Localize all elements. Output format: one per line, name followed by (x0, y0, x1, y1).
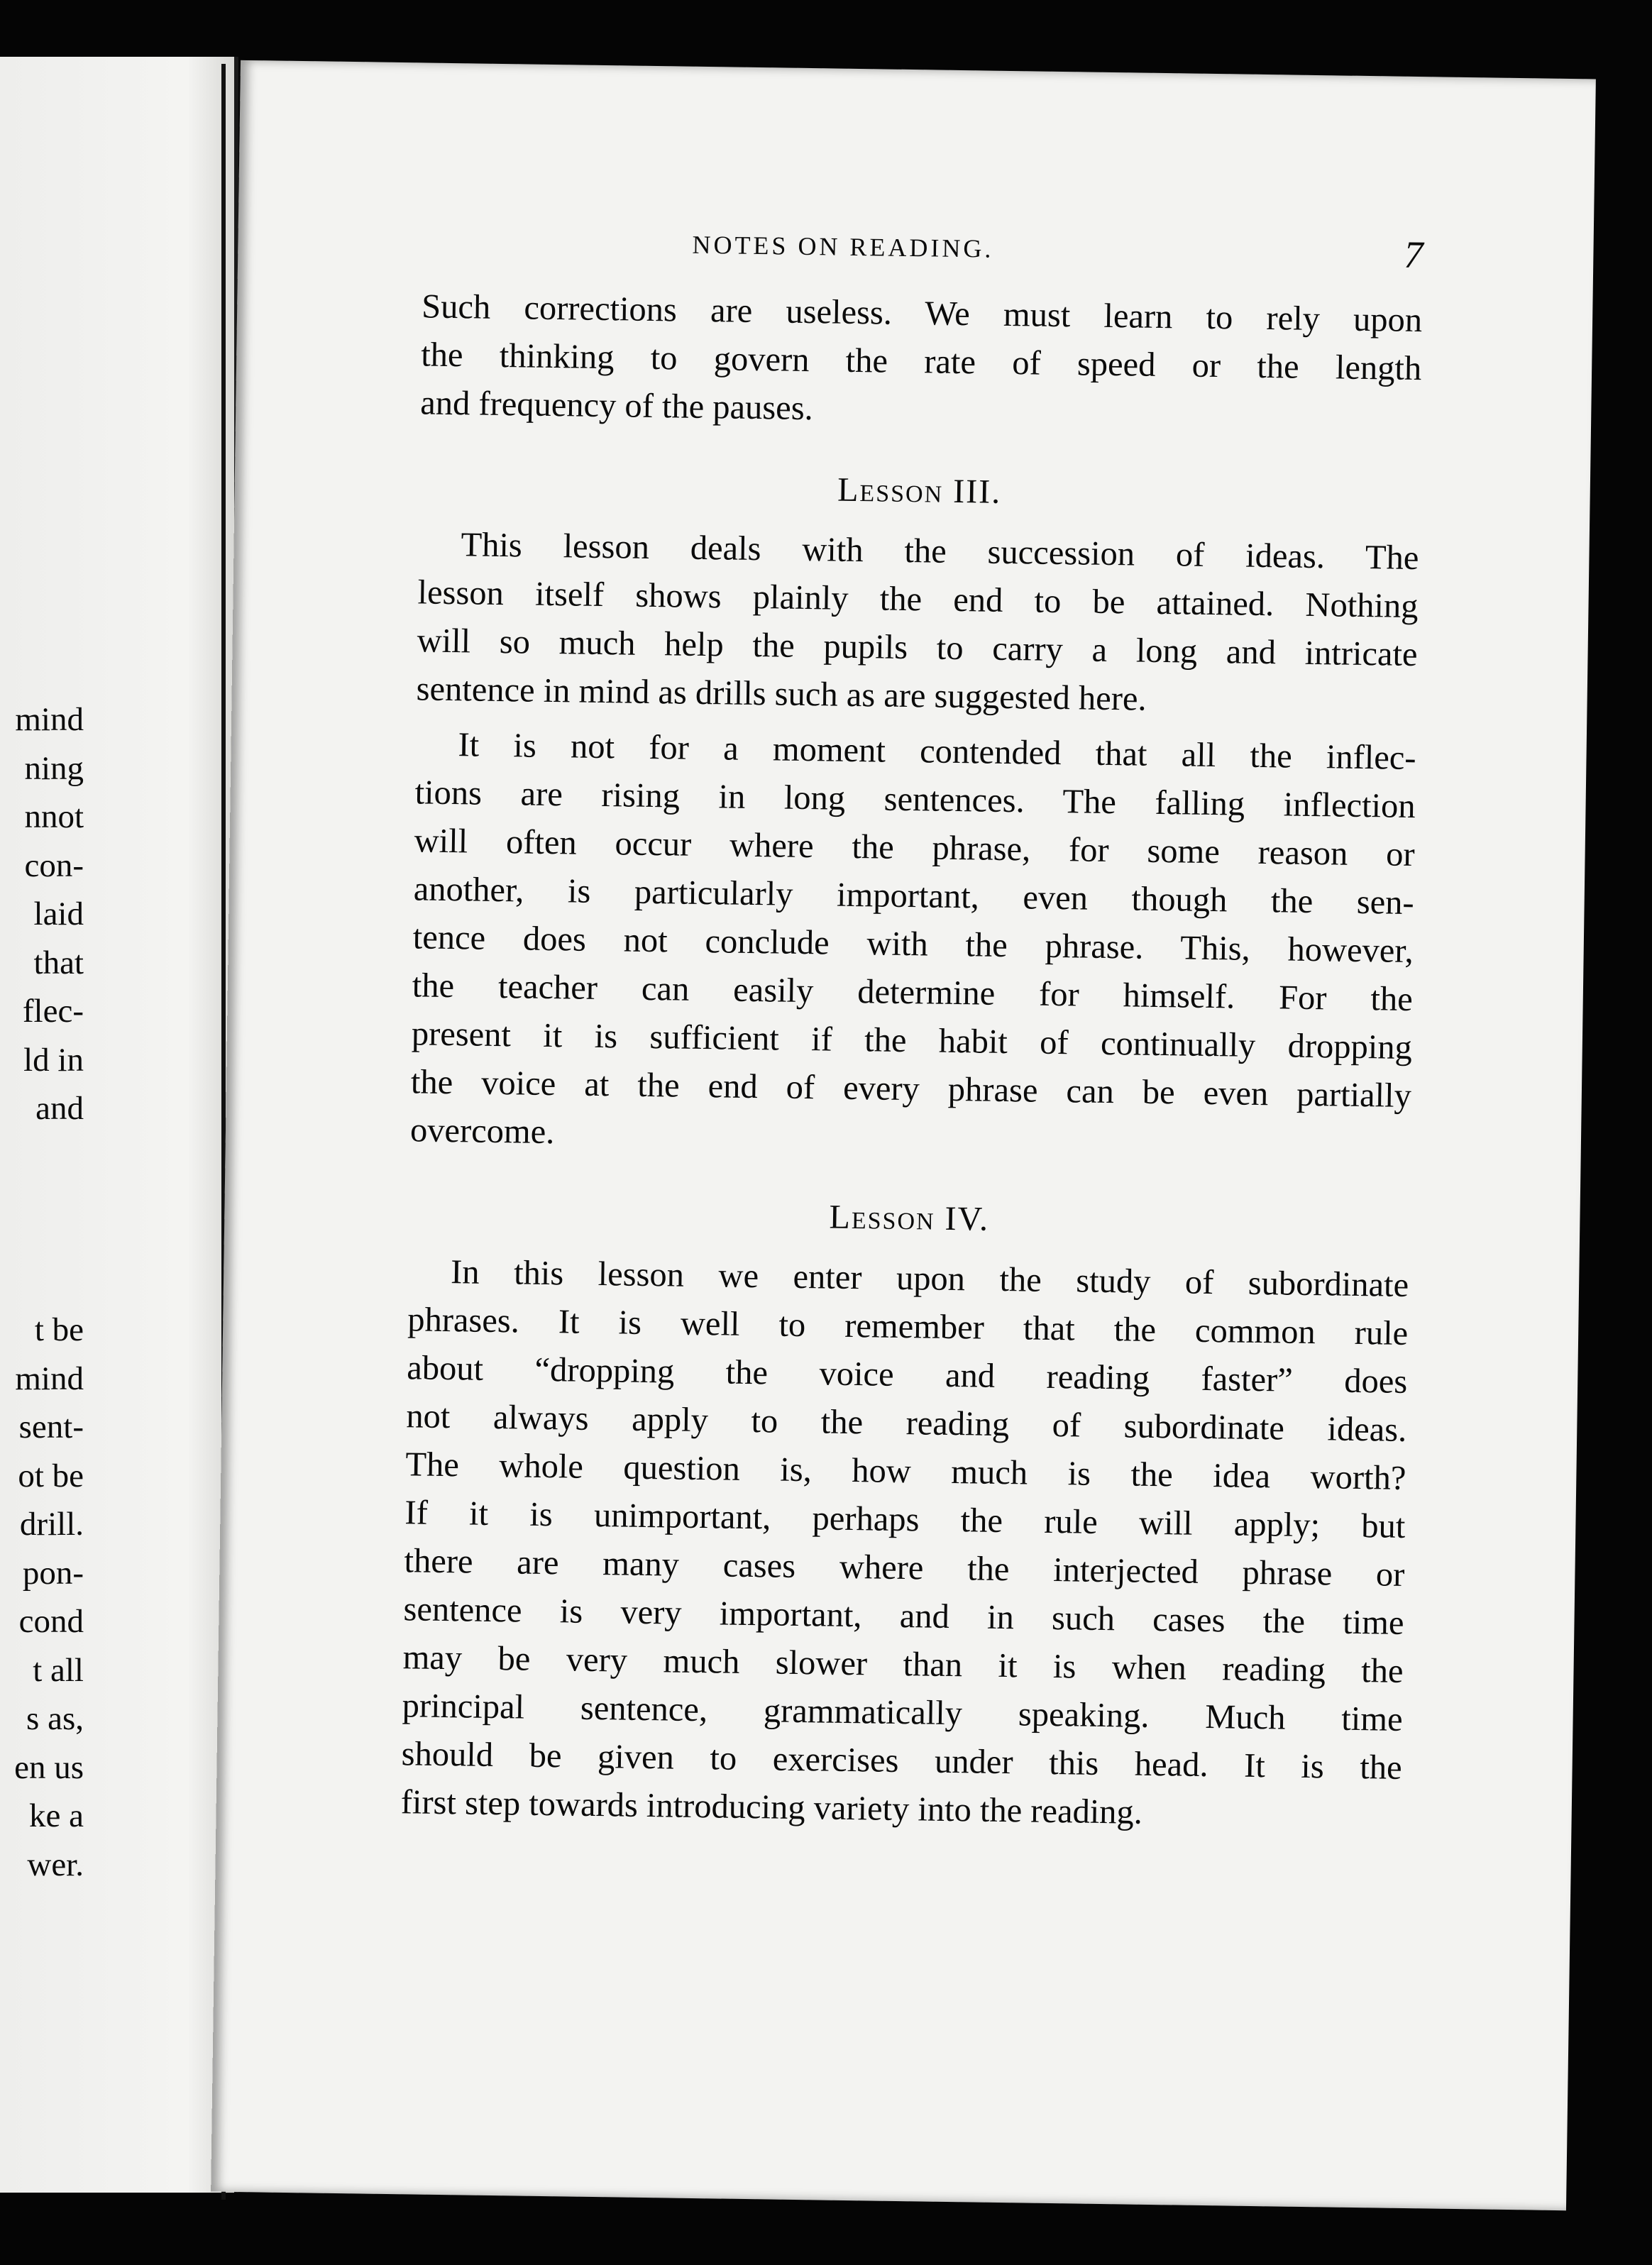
text-line: principal sentence, grammatically speaking. Much time (402, 1687, 1403, 1738)
text-line: sentence is very important, and in such cases the time (403, 1590, 1404, 1642)
left-fragment: con- (24, 847, 84, 884)
text-line: tence does not conclude with the phrase. This, however, (412, 918, 1414, 971)
left-fragment: s as, (26, 1700, 84, 1737)
left-fragment: ke a (29, 1797, 84, 1834)
left-fragment: ot be (18, 1457, 84, 1494)
text-line: present it is sufficient if the habit of continually dropping (411, 1015, 1413, 1067)
text-line: In this lesson we enter upon the study of subordinate (450, 1253, 1409, 1304)
text-line: there are many cases where the interjected phrase or (404, 1542, 1405, 1594)
left-fragment: mind (15, 1360, 84, 1397)
lesson-3-paragraph-1 (416, 520, 1419, 727)
left-fragment: sent- (18, 1409, 84, 1445)
left-fragment: t be (34, 1311, 84, 1348)
left-fragment: drill. (19, 1506, 84, 1543)
left-fragment: mind (15, 701, 84, 738)
text-line: about “dropping the voice and reading faster” does (406, 1349, 1408, 1401)
text-line: first step towards introducing variety into the reading. (400, 1783, 1143, 1831)
left-fragment: pon- (22, 1554, 84, 1592)
text-line: not always apply to the reading of subordinate ideas. (406, 1397, 1407, 1449)
left-fragment: cond (18, 1603, 84, 1640)
lesson-4-paragraph-1 (400, 1247, 1409, 1841)
text-line: another, is particularly important, even though the sen- (413, 870, 1415, 922)
text-line: will so much help the pupils to carry a long and intricate (417, 622, 1418, 674)
left-page (0, 57, 238, 2193)
text-line: the voice at the end of every phrase can be even partially (410, 1063, 1412, 1115)
lesson-3-paragraph-2 (410, 720, 1416, 1169)
left-fragment: and (35, 1090, 84, 1127)
text-line: Such corrections are useless. We must learn to rely upon (421, 287, 1423, 340)
right-page (211, 60, 1596, 2210)
text-line: lesson itself shows plainly the end to be attained. Nothing (417, 573, 1419, 626)
intro-paragraph (420, 282, 1423, 441)
text-line: sentence in mind as drills such as are suggested here. (416, 670, 1147, 718)
lesson-4-heading: Lesson IV. (829, 1198, 990, 1238)
left-page-fragments-bottom (0, 1306, 84, 1889)
text-line: and frequency of the pauses. (419, 384, 814, 428)
page-number: 7 (1403, 233, 1424, 277)
left-fragment: t all (33, 1651, 84, 1689)
left-fragment: en us (14, 1748, 84, 1786)
left-fragment: that (33, 944, 84, 981)
left-fragment: nnot (24, 798, 84, 835)
text-line: If it is unimportant, perhaps the rule will apply; but (404, 1494, 1406, 1545)
text-line: It is not for a moment contended that all the inflec- (458, 726, 1416, 778)
text-line: may be very much slower than it is when reading the (402, 1638, 1404, 1690)
text-line: phrases. It is well to remember that the common rule (407, 1301, 1409, 1352)
left-fragment: laid (33, 895, 84, 932)
text-line: overcome. (409, 1111, 555, 1152)
left-fragment: wer. (27, 1846, 84, 1883)
left-fragment: ld in (23, 1041, 84, 1079)
text-line: This lesson deals with the succession of ideas. The (461, 526, 1419, 578)
text-line: the teacher can easily determine for himself. For the (412, 966, 1414, 1018)
text-line: the thinking to govern the rate of speed or the length (420, 336, 1422, 388)
text-line: will often occur where the phrase, for some reason or (414, 822, 1415, 874)
left-fragment: ning (24, 749, 84, 787)
text-line: tions are rising in long sentences. The falling inflection (414, 773, 1416, 826)
text-line: The whole question is, how much is the idea worth? (405, 1445, 1406, 1497)
text-line: should be given to exercises under this head. It is the (401, 1735, 1402, 1787)
left-page-fragments-top (0, 695, 84, 1133)
page-content (400, 226, 1423, 1840)
lesson-3-heading: Lesson III. (837, 470, 1002, 511)
running-title: NOTES ON READING. (692, 230, 994, 263)
left-fragment: flec- (22, 993, 84, 1030)
